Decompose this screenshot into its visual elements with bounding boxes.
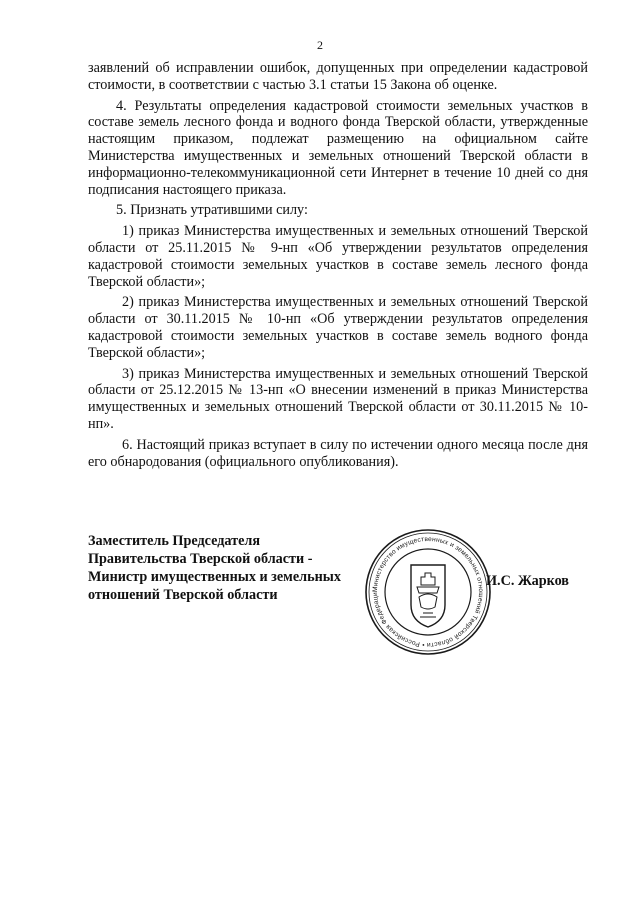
paragraph-item-6: 6. Настоящий приказ вступает в силу по истечении одного месяца после дня его обнародования (официального опубликования). [88,436,588,470]
paragraph-continuation: заявлений об исправлении ошибок, допущенных при определении кадастровой стоимости, в соответствии с частью 3.1 статьи 15 Закона об оценке. [88,60,588,93]
seal-text: Министерство имущественных и земельных отношений Тверской области • Российская Федераци [371,535,485,649]
document-body [88,60,588,470]
paragraph-item-5: 5. Признать утратившими силу: [116,202,308,219]
signatory-title-line: Заместитель Председателя [88,533,261,549]
signatory-title-line: Правительства Тверской области - [88,551,313,567]
signatory-title-line: отношений Тверской области [88,587,278,603]
signer-name: И.С. Жарков [486,573,569,589]
paragraph-subitem-3: 3) приказ Министерства имущественных и земельных отношений Тверской области от 25.12.2015 № 13-нп «О внесении изменений в приказ Министерства имущественных и земельных отношений Тверской области от 30.11.2015 № 10-нп». [88,365,588,432]
signatory-title-line: Министр имущественных и земельных [88,569,341,585]
page-number: 2 [317,38,323,52]
signatory-title [88,532,378,604]
paragraph-subitem-1: 1) приказ Министерства имущественных и земельных отношений Тверской области от 25.11.2015 № 9-нп «Об утверждении результатов определения кадастровой стоимости земельных участков в составе земель лесного фонда Тверской области»; [88,223,588,290]
official-seal-stamp [363,527,493,657]
paragraph-item-4: 4. Результаты определения кадастровой стоимости земельных участков в составе земель лесного фонда и водного фонда Тверской области, утвержденные настоящим приказом, подлежат размещению на официальном сайте Министерства имущественных и земельных отношений Тверской области в информационно-телекоммуникационной сети Интернет в течение 10 дней со дня подписания настоящего приказа. [88,97,588,198]
paragraph-subitem-2: 2) приказ Министерства имущественных и земельных отношений Тверской области от 30.11.2015 № 10-нп «Об утверждении результатов определения кадастровой стоимости земельных участков в составе земель водного фонда Тверской области»; [88,294,588,361]
